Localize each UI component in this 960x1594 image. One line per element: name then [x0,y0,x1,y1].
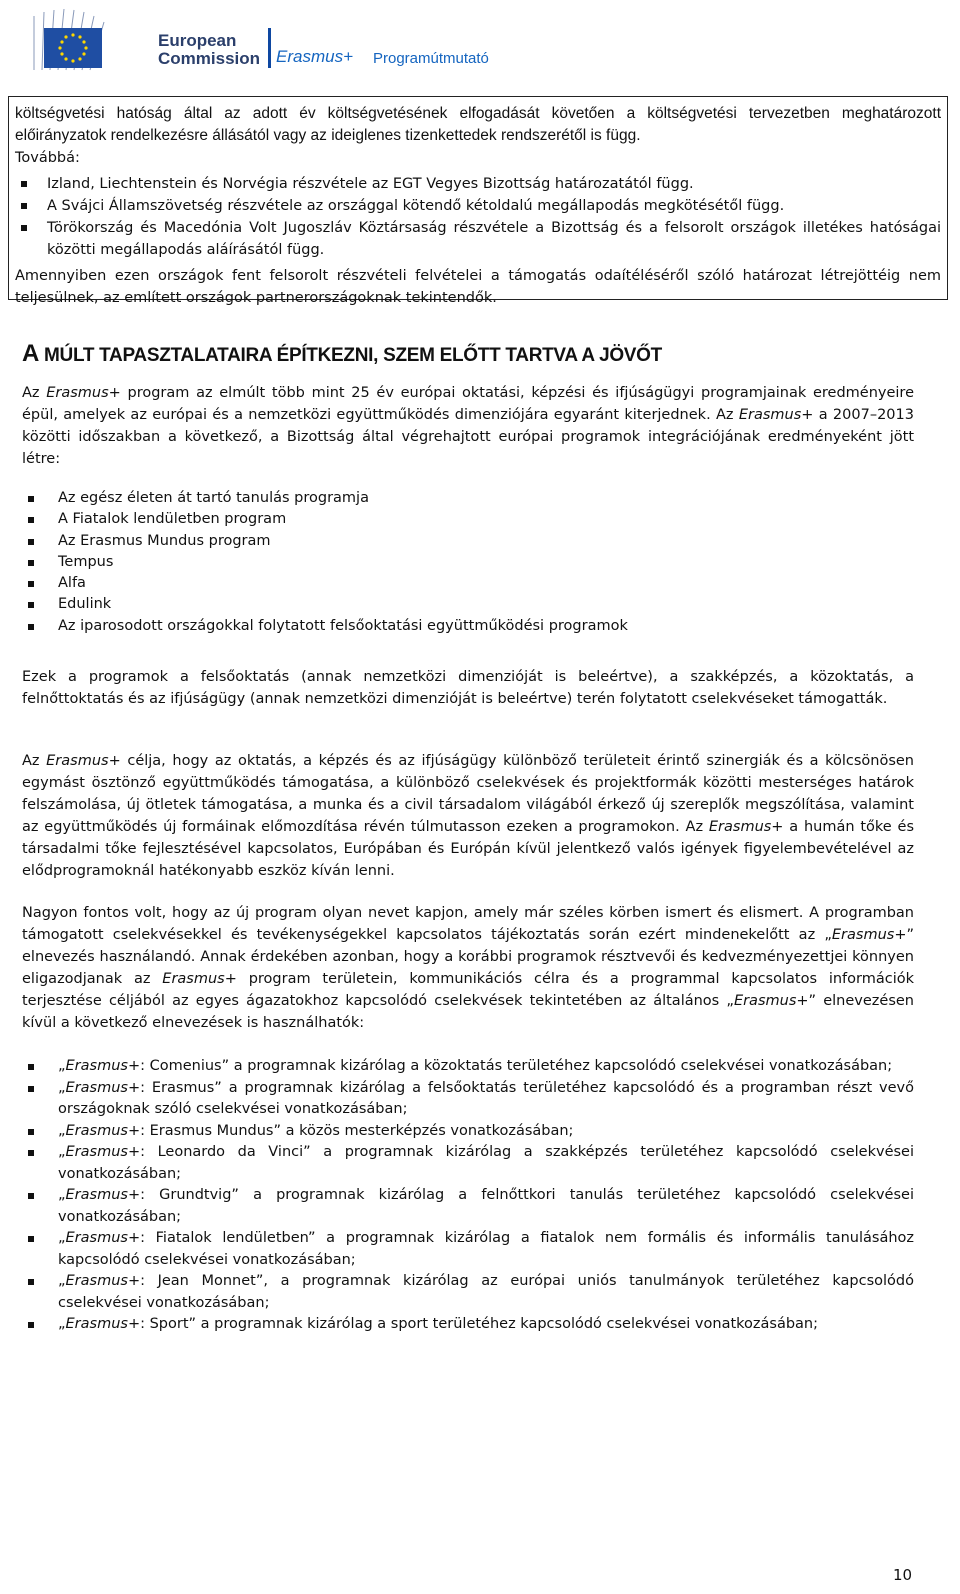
list-item: Edulink [22,594,914,615]
list-item: „Erasmus+: Leonardo da Vinci” a programnak kizárólag a szakképzés területéhez kapcsolódó cselekvései vonatkozásában; [22,1142,914,1185]
naming-paragraph: Nagyon fontos volt, hogy az új program olyan nevet kapjon, amely már széles körben ismert és elismert. A programban támogatott cselekvésekkel és tevékenységekkel kapcsolatos tájékoztatás során ezért mindenekelőtt az „Erasmus+” elnevezés használandó. Annak érdekében azonban, hogy a korábbi programok résztvevői és kedvezményezettjei könnyen eligazodjanak az Erasmus+ program területein, kommunikációs célra és a programmal kapcsolatos információk terjesztése céljából az egyes ágazatokhoz kapcsolódó cselekvések tekintetében az általános „Erasmus+” elnevezésen kívül a következő elnevezések is használhatók: [22,905,915,1031]
list-item: „Erasmus+: Sport” a programnak kizárólag a sport területéhez kapcsolódó cselekvései vonatkozásában; [22,1314,914,1336]
list-item: „Erasmus+: Erasmus” a programnak kizárólag a felsőoktatás területéhez kapcsolódó és a programban részt vevő országoknak szóló cselekvései vonatkozásában; [22,1078,914,1121]
box-paragraph-2: Továbbá: [15,150,80,166]
header-divider [268,28,271,68]
list-item: „Erasmus+: Jean Monnet”, a programnak kizárólag az európai uniós tanulmányok területéhez kapcsolódó cselekvései vonatkozásában; [22,1271,914,1314]
box-bullet: Törökország és Macedónia Volt Jugoszláv Köztársaság részvétele a Bizottság és a felsorolt országok illetékes hatóságai közötti megállapodás aláírásától függ. [15,217,941,261]
page-header [0,0,960,84]
box-paragraph-1: költségvetési hatóság által az adott év költségvetésének elfogadását követően a költségvetési tervezetben meghatározott előirányzatok rendelkezésre állásától vagy az ideiglenes tizenkettedek rendszerétől is függ. [15,105,941,144]
list-item: „Erasmus+: Erasmus Mundus” a közös mesterképzés vonatkozásában; [22,1121,914,1143]
section-name: Programútmutató [373,50,489,67]
eligibility-box [8,96,948,306]
list-item: Az iparosodott országokkal folytatott felsőoktatási együttműködési programok [22,616,914,637]
section-title: A MÚLT TAPASZTALATAIRA ÉPÍTKEZNI, SZEM ELŐTT TARTVA A JÖVŐT [22,340,662,367]
box-bullet: Izland, Liechtenstein és Norvégia részvétele az EGT Vegyes Bizottság határozatától függ. [15,173,941,195]
box-bullet: A Svájci Államszövetség részvétele az országgal kötendő kétoldalú megállapodás megkötésétől függ. [15,195,941,217]
list-item: Alfa [22,573,914,594]
erasmus-wordmark: Erasmus+ [276,47,353,66]
list-item: Az Erasmus Mundus program [22,531,914,552]
goals-paragraph: Az Erasmus+ célja, hogy az oktatás, a képzés és az ifjúságügy különböző területeit érintő szinergiák és a kölcsönösen egymást ösztönző együttműködés támogatása, a különböző cselekvések és projektformák közötti mesterséges határok felszámolása, új ötletek támogatása, a munka és a civil társadalom világából érkező új szereplők megszólítása, valamint az együttműködés új formáinak előmozdítása révén túlmutasson ezeken a programokon. Az Erasmus+ a humán tőke és társadalmi tőke fejlesztésével kapcsolatos, Európában és Európán kívül jelentkező valós igények figyelembevételével az elődprogramoknál hatékonyabb eszköz kíván lenni. [22,753,914,879]
predecessor-programs-list [22,488,914,637]
box-paragraph-3: Amennyiben ezen országok fent felsorolt részvételi felvételei a támogatás odaítéléséről szóló határozat létrejöttéig nem teljesülnek, az említett országok partnerországoknak tekintendők. [15,268,941,306]
list-item: Tempus [22,552,914,573]
intro-paragraph: Az Erasmus+ program az elmúlt több mint 25 év európai oktatási, képzési és ifjúságügyi programjainak eredményeire épül, amelyek az európai és a nemzetközi együttműködés dimenziójára egyaránt kiterjednek. Az Erasmus+ a 2007–2013 közötti időszakban a következő, a Bizottság által végrehajtott európai programok integrációjának eredményeként jött létre: [22,385,914,467]
list-item: „Erasmus+: Fiatalok lendületben” a programnak kizárólag a fiatalok nem formális és informális tanulásához kapcsolódó cselekvései vonatkozásában; [22,1228,914,1271]
ec-wordmark: European Commission [158,31,261,68]
page-number: 10 [893,1566,913,1584]
sector-names-list [22,1056,914,1336]
programs-summary-paragraph: Ezek a programok a felsőoktatás (annak nemzetközi dimenzióját is beleértve), a szakképzés, a közoktatás, a felnőttoktatás és az ifjúságügy (annak nemzetközi dimenzióját is beleértve) terén folytatott cselekvéseket támogatták. [22,669,914,707]
list-item: Az egész életen át tartó tanulás programja [22,488,914,509]
list-item: „Erasmus+: Comenius” a programnak kizárólag a közoktatás területéhez kapcsolódó cselekvései vonatkozásában; [22,1056,914,1078]
list-item: „Erasmus+: Grundtvig” a programnak kizárólag a felnőttkori tanulás területéhez kapcsolódó cselekvései vonatkozásában; [22,1185,914,1228]
list-item: A Fiatalok lendületben program [22,509,914,530]
european-commission-logo [14,6,154,76]
